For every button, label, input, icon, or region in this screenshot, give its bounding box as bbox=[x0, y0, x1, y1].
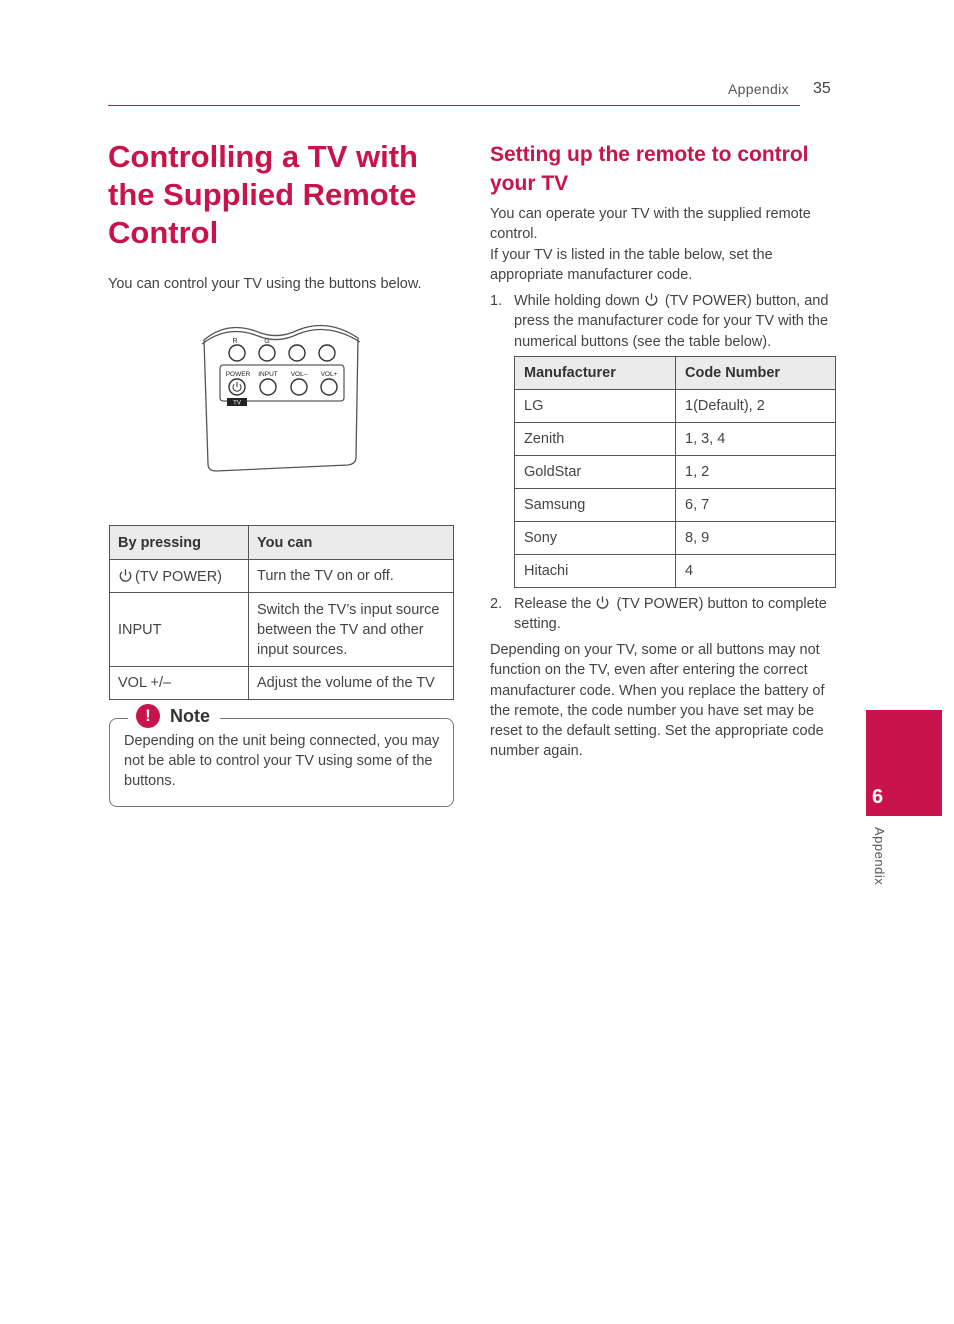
paragraph-depending: Depending on your TV, some or all buttons may not function on the TV, even after entering the correct manufacturer code. When you replace the battery of the remote, the code number you have set may be reset to the default setting. Set the appropriate code number again. bbox=[490, 642, 825, 760]
remote-label-vol-plus: VOL+ bbox=[320, 371, 338, 378]
remote-label-power: POWER bbox=[225, 371, 251, 378]
note-title: Note bbox=[170, 705, 210, 726]
remote-label-tv: TV bbox=[233, 400, 241, 407]
section-title: Setting up the remote to control your TV bbox=[490, 143, 809, 195]
table-cell-press: INPUT bbox=[110, 593, 249, 667]
step-number: 1. bbox=[490, 293, 503, 309]
paragraph-listed: If your TV is listed in the table below, set the appropriate manufacturer code. bbox=[490, 247, 773, 284]
power-icon bbox=[118, 568, 133, 583]
header-section-label: Appendix bbox=[728, 81, 789, 97]
table-row bbox=[110, 560, 454, 593]
table-cell-action: Turn the TV on or off. bbox=[249, 560, 454, 593]
table-cell-code: 1, 3, 4 bbox=[676, 423, 836, 456]
table-cell-code: 1(Default), 2 bbox=[676, 390, 836, 423]
table-cell-manufacturer: Samsung bbox=[515, 489, 676, 522]
remote-label-vol-minus: VOL– bbox=[290, 371, 308, 378]
table-row bbox=[515, 489, 836, 522]
table-cell-action: Switch the TV’s input source between the TV and other input sources. bbox=[249, 593, 454, 667]
intro-text: You can control your TV using the buttons below. bbox=[108, 276, 422, 292]
exclamation-icon: ! bbox=[136, 704, 160, 728]
table-cell-action: Adjust the volume of the TV bbox=[249, 667, 454, 700]
step-text: Release the (TV POWER) button to complete setting. bbox=[514, 596, 827, 633]
note-text: Depending on the unit being connected, you may not be able to control your TV using some of the buttons. bbox=[124, 733, 440, 789]
table-row bbox=[515, 456, 836, 489]
button-functions-table bbox=[109, 525, 454, 700]
table-row bbox=[515, 522, 836, 555]
chapter-number: 6 bbox=[872, 786, 884, 808]
chapter-label: Appendix bbox=[872, 827, 887, 886]
table-cell-code: 6, 7 bbox=[676, 489, 836, 522]
page-number: 35 bbox=[813, 80, 831, 97]
table-row bbox=[110, 593, 454, 667]
remote-label-g: G bbox=[264, 338, 270, 345]
note-header bbox=[128, 703, 220, 729]
col-header-manufacturer: Manufacturer bbox=[515, 357, 676, 390]
remote-illustration bbox=[198, 322, 366, 478]
manufacturer-code-table bbox=[514, 356, 836, 588]
table-row bbox=[515, 390, 836, 423]
power-icon bbox=[595, 595, 610, 610]
table-cell-press bbox=[110, 560, 249, 593]
col-header-code-number: Code Number bbox=[676, 357, 836, 390]
table-cell-manufacturer: GoldStar bbox=[515, 456, 676, 489]
remote-label-r: R bbox=[232, 338, 238, 345]
table-cell-manufacturer: Sony bbox=[515, 522, 676, 555]
step-2 bbox=[490, 594, 838, 636]
table-row bbox=[110, 667, 454, 700]
remote-label-input: INPUT bbox=[258, 371, 278, 378]
table-cell-press: VOL +/– bbox=[110, 667, 249, 700]
header-rule bbox=[108, 105, 800, 106]
table-row bbox=[515, 555, 836, 588]
col-header-by-pressing: By pressing bbox=[110, 526, 249, 560]
step-1 bbox=[490, 291, 838, 353]
main-title: Controlling a TV with the Supplied Remote Control bbox=[108, 139, 418, 250]
step-text: While holding down (TV POWER) button, and press the manufacturer code for your TV with the numerical buttons (see the table below). bbox=[514, 293, 829, 350]
power-icon bbox=[644, 292, 659, 307]
table-cell-manufacturer: LG bbox=[515, 390, 676, 423]
press-label: (TV POWER) bbox=[135, 568, 222, 585]
step-number: 2. bbox=[490, 596, 503, 612]
paragraph-operate: You can operate your TV with the supplied remote control. bbox=[490, 206, 811, 243]
table-cell-code: 8, 9 bbox=[676, 522, 836, 555]
table-cell-manufacturer: Zenith bbox=[515, 423, 676, 456]
col-header-you-can: You can bbox=[249, 526, 454, 560]
table-cell-code: 1, 2 bbox=[676, 456, 836, 489]
table-cell-code: 4 bbox=[676, 555, 836, 588]
table-cell-manufacturer: Hitachi bbox=[515, 555, 676, 588]
table-row bbox=[515, 423, 836, 456]
